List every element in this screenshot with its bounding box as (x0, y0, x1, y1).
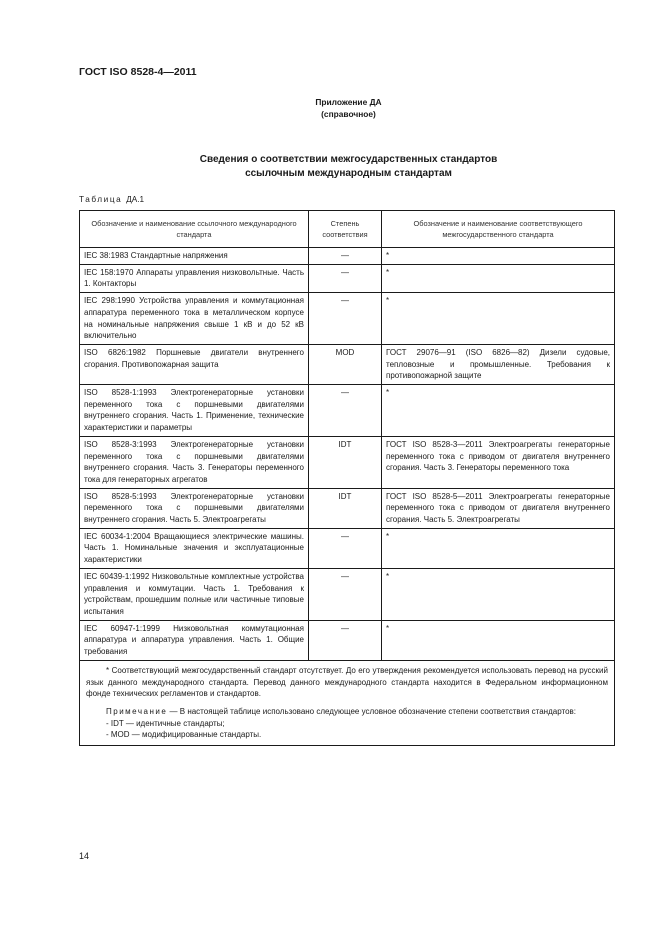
cell-international-standard: ISO 8528-3:1993 Электрогенераторные установки переменного тока с поршневыми двигателями внутреннего сгорания. Часть 3. Генераторы переменного тока для генераторных агрегатов (80, 436, 309, 488)
table-row (80, 528, 615, 568)
cell-national-standard: * (382, 568, 615, 620)
cell-international-standard: IEC 158:1970 Аппараты управления низковольтные. Часть 1. Контакторы (80, 264, 309, 292)
page-number: 14 (79, 851, 90, 861)
table-caption (79, 195, 144, 204)
cell-national-standard: * (382, 264, 615, 292)
header-international-standard: Обозначение и наименование ссылочного международного стандарта (80, 211, 309, 248)
table-row (80, 568, 615, 620)
cell-international-standard: IEC 298:1990 Устройства управления и коммутационная аппаратура переменного тока в металлическом корпусе на номинальные напряжения свыше 1 кВ и до 52 кВ включительно (80, 293, 309, 345)
cell-degree: — (309, 248, 382, 265)
annex-heading (0, 96, 661, 120)
cell-national-standard: ГОСТ ISO 8528-5—2011 Электроагрегаты генераторные переменного тока с приводом от двигателя внутреннего сгорания. Часть 5. Электроагрегаты (382, 488, 615, 528)
cell-degree: — (309, 385, 382, 437)
document-id: ГОСТ ISO 8528-4—2011 (79, 66, 197, 78)
table-row (80, 488, 615, 528)
header-degree: Степень соответствия (309, 211, 382, 248)
note (86, 706, 608, 718)
section-title-line2: ссылочным международным стандартам (245, 168, 452, 179)
cell-national-standard: * (382, 385, 615, 437)
table-header-row (80, 211, 615, 248)
cell-national-standard: * (382, 293, 615, 345)
cell-national-standard: * (382, 248, 615, 265)
cell-international-standard: ISO 8528-1:1993 Электрогенераторные установки переменного тока с поршневыми двигателями внутреннего сгорания. Часть 1. Применение, технические характеристики и параметры (80, 385, 309, 437)
cell-degree: IDT (309, 436, 382, 488)
header-national-standard: Обозначение и наименование соответствующего межгосударственного стандарта (382, 211, 615, 248)
table-row (80, 385, 615, 437)
cell-national-standard: * (382, 620, 615, 660)
table-row (80, 436, 615, 488)
cell-degree: — (309, 620, 382, 660)
section-title (18, 153, 661, 181)
cell-national-standard: * (382, 528, 615, 568)
table-row (80, 264, 615, 292)
cell-international-standard: IEC 60947-1:1999 Низковольтная коммутационная аппаратура и аппаратура управления. Часть 1. Общие требования (80, 620, 309, 660)
cell-international-standard: ISO 6826:1982 Поршневые двигатели внутреннего сгорания. Противопожарная защита (80, 344, 309, 384)
cell-degree: — (309, 293, 382, 345)
table-row (80, 344, 615, 384)
cell-international-standard: IEC 60034-1:2004 Вращающиеся электрические машины. Часть 1. Номинальные значения и эксплуатационные характеристики (80, 528, 309, 568)
cell-degree: — (309, 264, 382, 292)
note-label: Примечание (106, 706, 168, 716)
cell-international-standard: IEC 38:1983 Стандартные напряжения (80, 248, 309, 265)
cell-international-standard: ISO 8528-5:1993 Электрогенераторные установки переменного тока с поршневыми двигателями внутреннего сгорания. Часть 5. Электроагрегаты (80, 488, 309, 528)
cell-national-standard: ГОСТ ISO 8528-3—2011 Электроагрегаты генераторные переменного тока с приводом от двигателя внутреннего сгорания. Часть 3. Генераторы переменного тока (382, 436, 615, 488)
table-row (80, 248, 615, 265)
note-item-mod: - MOD — модифицированные стандарты. (106, 730, 262, 740)
cell-degree: — (309, 528, 382, 568)
cell-degree: MOD (309, 344, 382, 384)
table-caption-label: Таблица (79, 195, 123, 204)
table-footer (80, 660, 615, 745)
table-caption-number: ДА.1 (126, 195, 145, 204)
table-footer-row (80, 660, 615, 745)
cell-degree: IDT (309, 488, 382, 528)
standards-table (79, 210, 615, 746)
note-text: — В настоящей таблице использовано следующее условное обозначение степени соответствия стандартов: (167, 706, 576, 716)
footnote: * Соответствующий межгосударственный стандарт отсутствует. До его утверждения рекомендуется использовать перевод на русский язык данного международного стандарта. Перевод данного международного стандарта находится в Федеральном информационном фонде технических регламентов и стандартов. (86, 665, 608, 699)
annex-title: Приложение ДА (315, 97, 382, 107)
cell-international-standard: IEC 60439-1:1992 Низковольтные комплектные устройства управления и коммутации. Часть 1. Требования к устройствам, прошедшим полные или частичные типовые испытания (80, 568, 309, 620)
table-row (80, 620, 615, 660)
cell-degree: — (309, 568, 382, 620)
table-row (80, 293, 615, 345)
cell-national-standard: ГОСТ 29076—91 (ISO 6826—82) Дизели судовые, тепловозные и промышленные. Требования к противопожарной защите (382, 344, 615, 384)
annex-kind: (справочное) (321, 109, 376, 119)
note-item-idt: - IDT — идентичные стандарты; (106, 718, 225, 728)
section-title-line1: Сведения о соответствии межгосударственных стандартов (199, 154, 498, 165)
